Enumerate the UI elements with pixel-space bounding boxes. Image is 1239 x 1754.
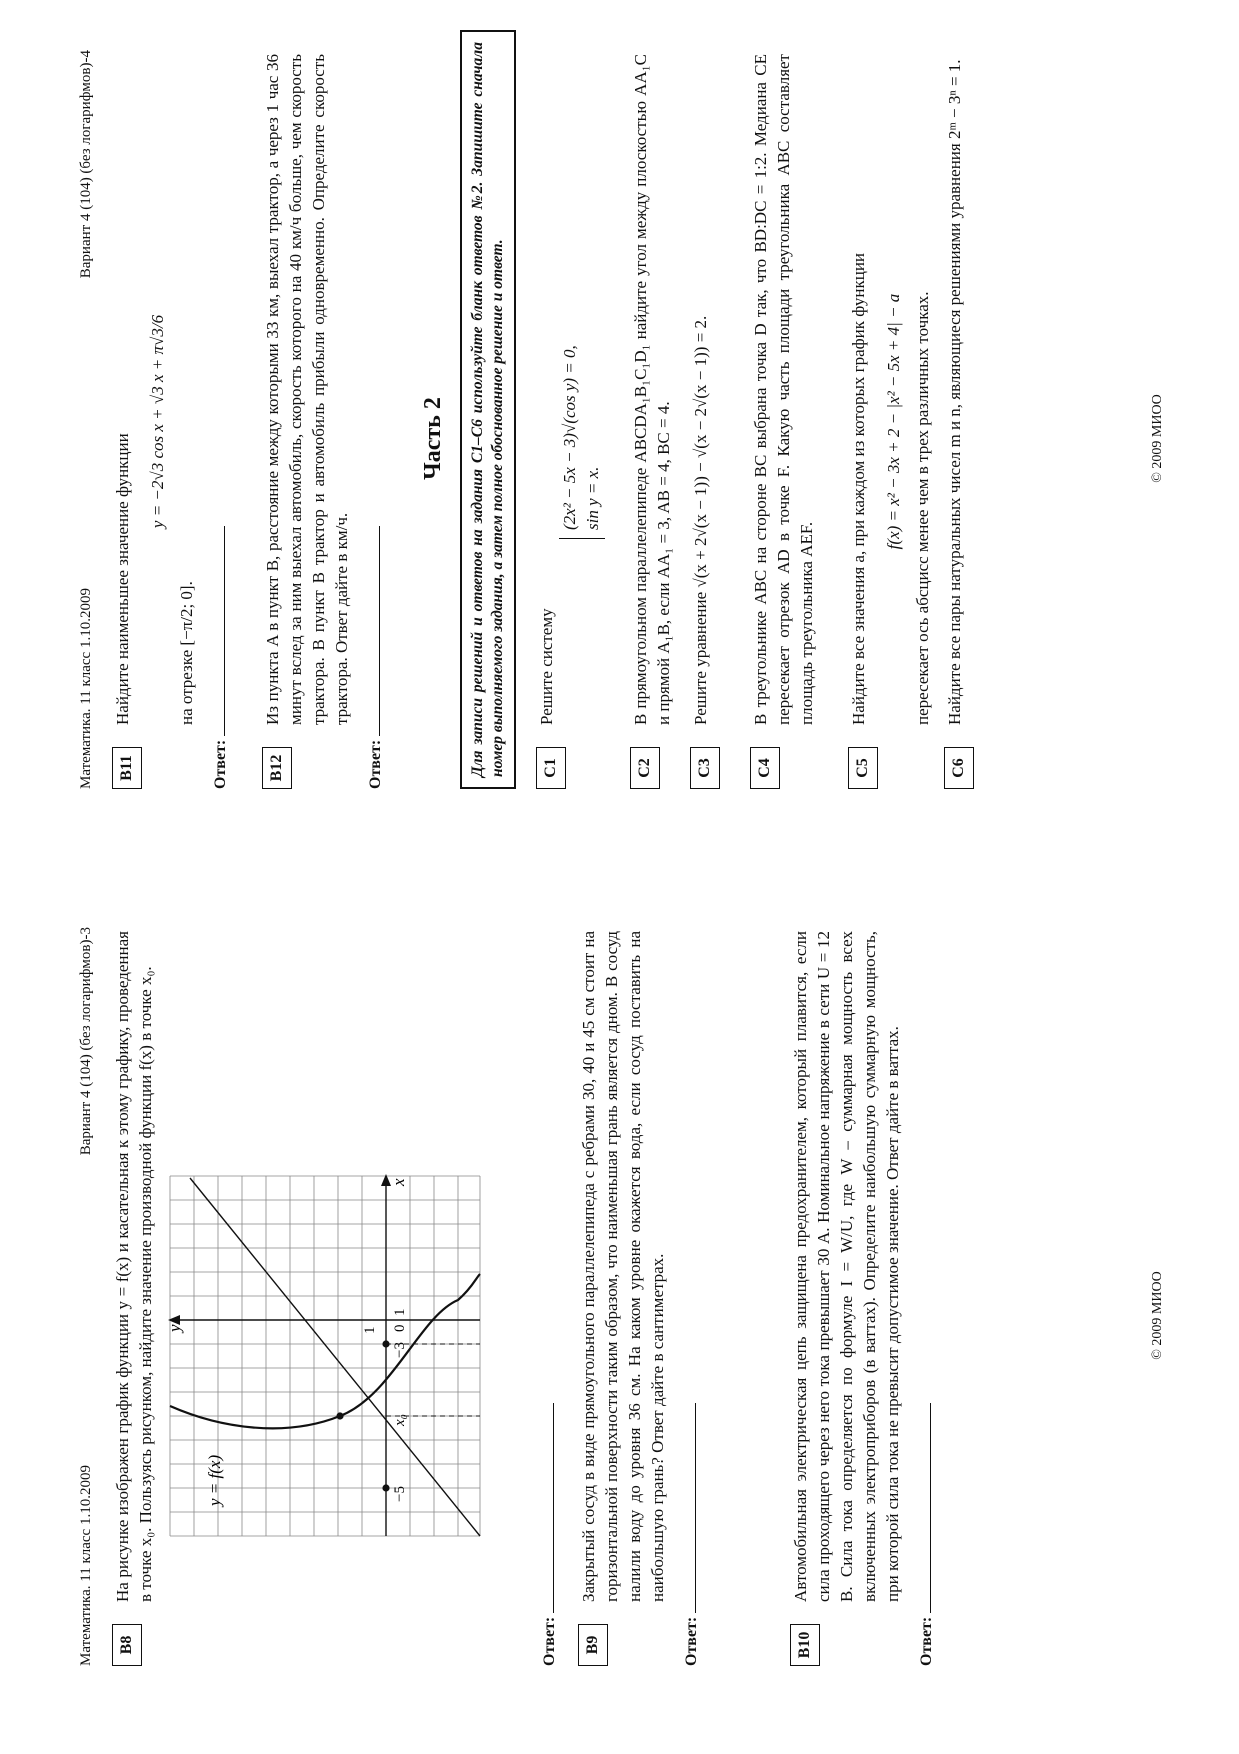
task-label: B8 [112, 1624, 142, 1666]
answer-field[interactable] [539, 1403, 554, 1613]
answer-field[interactable] [681, 1403, 696, 1613]
task-c6 [944, 54, 967, 789]
c5-text2: пересекает ось абсцисс менее чем в трех различных точках. [912, 291, 932, 725]
task-c5 [848, 54, 935, 789]
tangency-point [336, 1412, 343, 1419]
b11-formula: y = −2√3 cos x + √3 x + π√3/6 [147, 314, 167, 529]
minus-three-label: −3 [392, 1342, 408, 1358]
task-b9 [578, 931, 703, 1666]
task-text: Решите уравнение √(x + 2√(x − 1)) − √(x − 2√(x − 1)) = 2. [691, 315, 710, 725]
function-graph [160, 1166, 490, 1546]
c5-formula: f(x) = x² − 3x + 2 − |x² − 5x + 4| − a [883, 293, 903, 550]
task-c4 [750, 54, 819, 789]
tangent-line [190, 1178, 480, 1536]
x-axis-label: x [389, 1178, 408, 1186]
task-c1 [536, 54, 605, 789]
task-label: C1 [536, 747, 566, 789]
left-page [0, 877, 1239, 1754]
answer-field[interactable] [916, 1403, 931, 1613]
function-curve [170, 1274, 480, 1428]
task-b10 [790, 931, 938, 1666]
task-c2 [630, 54, 676, 789]
task-text: Найдите все пары натуральных чисел m и n, являющиеся решениями уравнения 2ᵐ − 3ⁿ = 1. [945, 59, 964, 725]
task-text: Автомобильная электрическая цепь защищена предохранителем, который плавится, если сила проходящего через него тока превышает 30 А. Номинальное напряжение в сети U = 12 В. Сила тока определяется по формуле I = W/U, где W – суммарная мощность всех включенных электроприборов (в ваттах). Определите наибольшую суммарную мощность, при которой сила тока не превысит допустимое значение. Ответ дайте в ваттах. [791, 931, 902, 1602]
y-axis-label: y [165, 1324, 184, 1332]
task-label: C2 [630, 747, 660, 789]
answer-label: Ответ: [211, 739, 229, 789]
c1-system [559, 54, 605, 539]
task-text: На рисунке изображен график функции y = f(x) и касательная к этому графику, проведенная в точке x₀. Пользуясь рисунком, найдите значение производной функции f(x) в точке x₀. [113, 931, 155, 1602]
b11-interval: на отрезке [−π/2; 0]. [176, 581, 196, 725]
task-text: В треугольнике ABC на стороне BC выбрана точка D так, что BD:DC = 1:2. Медиана CE пересекает отрезок AD в точке F. Какую часть площади треугольника ABC составляет площадь треугольника AEF. [751, 54, 816, 725]
task-label: B10 [790, 1624, 820, 1666]
task-label: B9 [578, 1624, 608, 1666]
b8-answer [538, 931, 561, 1666]
tangent-point-a [382, 1340, 389, 1347]
task-text: Найдите все значения a, при каждом из которых график функции [849, 252, 868, 725]
right-header-right: Вариант 4 (104) (без логарифмов)-4 [78, 50, 94, 279]
c1-eq2: sin y = x. [582, 466, 602, 530]
left-header-left: Математика. 11 класс 1.10.2009 [78, 1465, 94, 1666]
y-one-label: 1 [362, 1326, 378, 1334]
task-text: Закрытый сосуд в виде прямоугольного параллелепипеда с ребрами 30, 40 и 45 см стоит на горизонтальной поверхности таким образом, что наименьшая грань является дном. В сосуд налили воду до уровня 36 см. На каком уровне окажется вода, если сосуд поставить на наибольшую грань? Ответ дайте в сантиметрах. [579, 931, 667, 1602]
task-text: Найдите наименьшее значение функции [113, 433, 132, 725]
task-c3 [690, 54, 713, 789]
x-one-label: 1 [392, 1308, 408, 1316]
task-b12 [262, 54, 387, 789]
answer-label: Ответ: [366, 739, 384, 789]
task-label: B11 [112, 747, 142, 789]
right-header-left: Математика. 11 класс 1.10.2009 [78, 588, 94, 789]
task-text: В прямоугольном параллелепипеде ABCDA₁B₁C₁D₁ найдите угол между плоскостью AA₁C и прямой A₁B, если AA₁ = 3, AB = 4, BC = 4. [631, 54, 673, 725]
x0-label: x₀ [392, 1414, 408, 1426]
task-text: Решите систему [537, 608, 556, 725]
answer-label: Ответ: [682, 1616, 700, 1666]
part2-note: Для записи решений и ответов на задания C1–C6 используйте бланк ответов №2. Запишите сначала номер выполняемого задания, а затем полное обоснованное решение и ответ. [460, 30, 516, 789]
answer-field[interactable] [210, 526, 225, 736]
c1-eq1: (2x² − 5x − 3)√(cos y) = 0, [559, 345, 579, 530]
task-label: B12 [262, 747, 292, 789]
task-b8 [112, 931, 158, 1666]
answer-field[interactable] [365, 526, 380, 736]
answer-label: Ответ: [541, 1616, 558, 1666]
task-text: Из пункта A в пункт B, расстояние между которыми 33 км, выехал трактор, а через 1 час 36 минут вслед за ним выехал автомобиль, скорость которого на 40 км/ч больше, чем скорость трактора. В пункт B трактор и автомобиль прибыли одновременно. Определите скорость трактора. Ответ дайте в км/ч. [263, 54, 351, 725]
left-footer: © 2009 МИОО [1150, 1271, 1165, 1360]
minus-five-label: −5 [392, 1486, 408, 1502]
task-label: C3 [690, 747, 720, 789]
task-b11 [112, 54, 232, 789]
function-label: y = f(x) [205, 1454, 224, 1506]
left-header-right: Вариант 4 (104) (без логарифмов)-3 [78, 927, 94, 1156]
task-label: C4 [750, 747, 780, 789]
part2-title: Часть 2 [420, 397, 446, 480]
tangent-point-b [382, 1484, 389, 1491]
right-footer: © 2009 МИОО [1150, 394, 1165, 483]
origin-label: 0 [392, 1324, 408, 1332]
task-label: C6 [944, 747, 974, 789]
task-label: C5 [848, 747, 878, 789]
answer-label: Ответ: [917, 1616, 935, 1666]
